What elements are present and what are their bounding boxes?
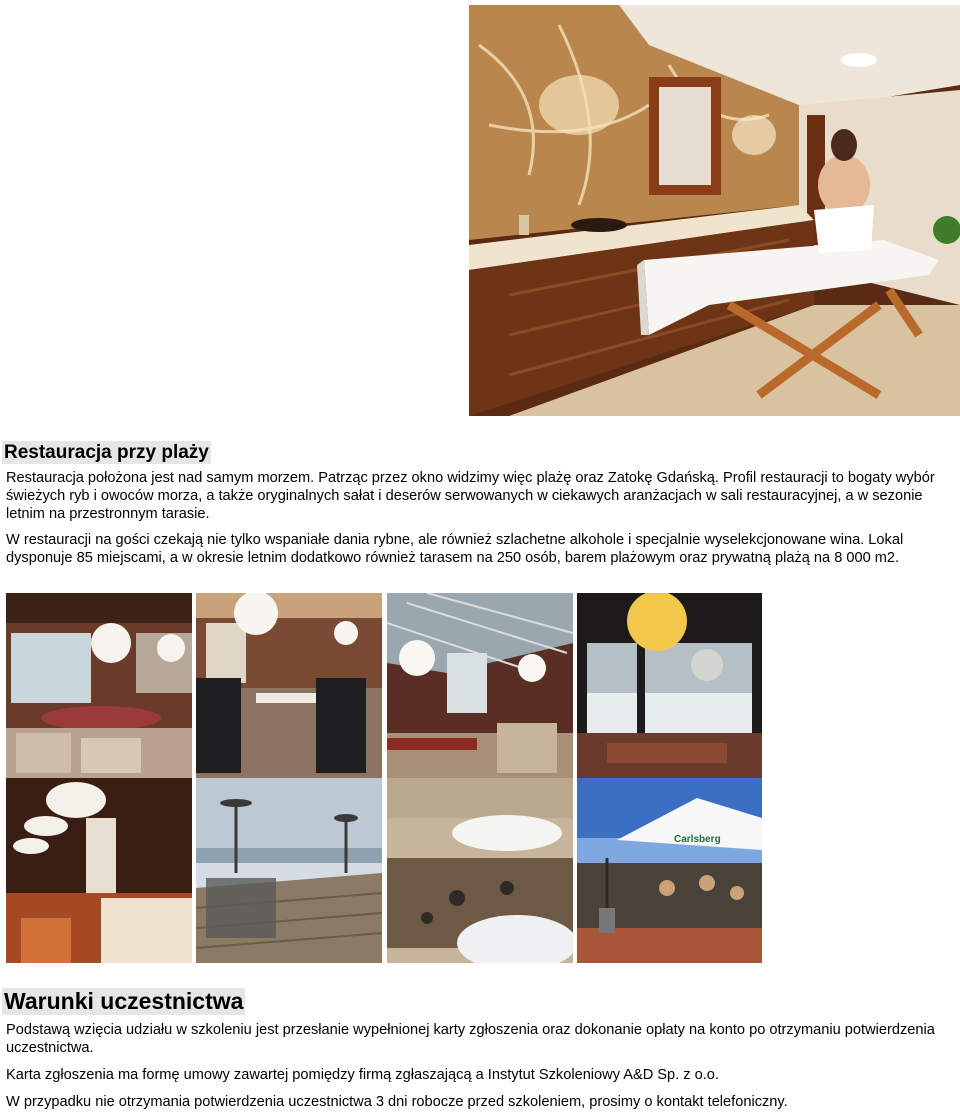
restaurant-photo-2 — [196, 593, 382, 778]
terrace-photo-1 — [196, 778, 382, 963]
restaurant-photo-4 — [577, 593, 762, 778]
section-title-conditions: Warunki uczestnictwa — [4, 988, 244, 1014]
conditions-paragraph-3: W przypadku nie otrzymania potwierdzenia uczestnictwa 3 dni robocze przed szkoleniem, prosimy o kontakt telefoniczny. — [6, 1094, 788, 1110]
restaurant-photo-3 — [387, 593, 573, 778]
spa-photo — [469, 5, 960, 416]
terrace-photo-3 — [577, 778, 762, 963]
restaurant-paragraph-2: W restauracji na gości czekają nie tylko wspaniałe dania rybne, ale również szlachetne alkohole i specjalnie wyselekcjonowane wina. Lokal dysponuje 85 miejscami, a w okresie letnim dodatkowo również tarasem na 250 osób, barem plażowym oraz prywatną plażą na 8 000 m2. — [6, 532, 904, 566]
restaurant-paragraph-1: Restauracja położona jest nad samym morzem. Patrząc przez okno widzimy więc plażę oraz Zatokę Gdańską. Profil restauracji to bogaty wybór świeżych ryb i owoców morza, a także oryginalnych sałat i deserów serwowanych w ciekawych aranżacjach w sali restauracyjnej, a w sezonie letnim na przestronnym tarasie. — [6, 470, 935, 522]
terrace-photo-2 — [387, 778, 573, 963]
restaurant-photo-5 — [6, 778, 192, 963]
conditions-paragraph-1: Podstawą wzięcia udziału w szkoleniu jest przesłanie wypełnionej karty zgłoszenia oraz dokonanie opłaty na konto po otrzymaniu potwierdzenia uczestnictwa. — [6, 1022, 935, 1056]
section-title-restaurant: Restauracja przy plaży — [4, 442, 209, 463]
restaurant-photo-1 — [6, 593, 192, 778]
conditions-paragraph-2: Karta zgłoszenia ma formę umowy zawartej pomiędzy firmą zgłaszającą a Instytut Szkoleniowy A&D Sp. z o.o. — [6, 1067, 719, 1083]
carlsberg-sign: Carlsberg — [674, 834, 721, 845]
